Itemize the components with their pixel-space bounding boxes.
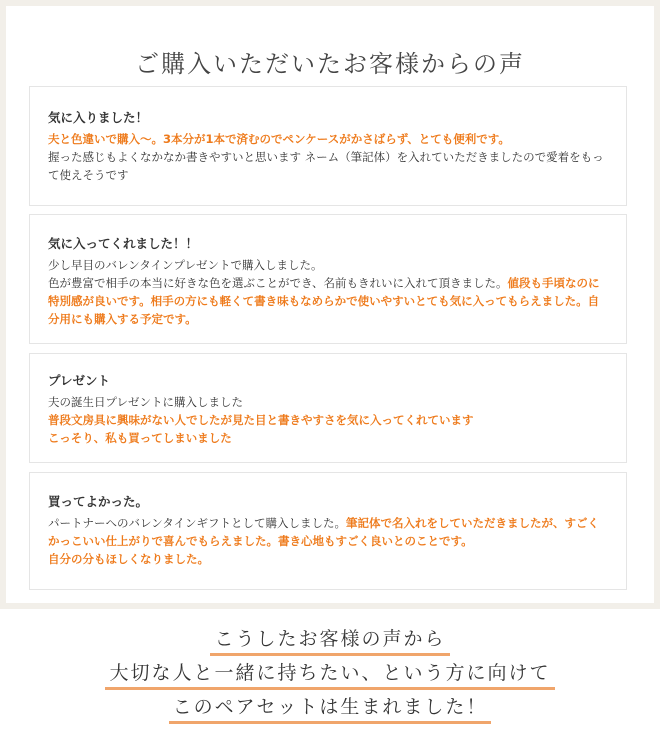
review-heading: 買ってよかった。 [48,494,149,509]
closing-line-3: このペアセットは生まれました！ [169,695,492,724]
review-card [29,214,627,344]
review-highlight: 夫と色違いで購入～。3本分が1本で済むのでペンケースがかさばらず、とても便利です。 [48,132,510,146]
section-title: ご購入いただいたお客様からの声 [135,51,525,78]
review-text: 握った感じもよくなかなか書きやすいと思います ネーム（筆記体）を入れていただきましたので愛着をもって使えそうです [48,150,604,182]
review-highlight: 自分の分もほしくなりました。 [48,552,209,566]
review-text: 少し早目のバレンタインプレゼントで購入しました。 [48,258,323,272]
review-heading: 気に入りました！ [48,110,149,125]
review-body [48,393,608,447]
review-highlight: 筆記体で名入れをしていただきましたが、すごくかっこいい仕上がりで喜んでもらえました。書き心地もすごく良いとのことです。 [48,516,600,548]
review-card [29,353,627,463]
review-highlight: こっそり、私も買ってしまいました [48,431,232,445]
review-card [29,472,627,590]
review-highlight: 値段も手頃なのに特別感が良いです。相手の方にも軽くて書き味もなめらかで使いやすいとても気に入ってもらえました。自分用にも購入する予定です。 [48,276,600,326]
closing-line-1: こうしたお客様の声から [210,627,449,656]
review-body [48,256,608,328]
review-text: 夫の誕生日プレゼントに購入しました [48,395,244,409]
review-body [48,514,608,568]
reviews-panel [6,6,654,603]
closing-line-2: 大切な人と一緒に持ちたい、という方に向けて [105,661,554,690]
review-highlight: 普段文房具に興味がない人でしたが見た目と書きやすさを気に入ってくれています [48,413,474,427]
review-card [29,86,627,206]
review-body [48,130,608,184]
review-heading: 気に入ってくれました！！ [48,236,199,251]
review-heading: プレゼント [48,373,111,388]
review-text: パートナーへのバレンタインギフトとして購入しました。 [48,516,347,530]
closing-message [0,625,660,727]
review-text: 色が豊富で相手の本当に好きな色を選ぶことができ、名前もきれいに入れて頂きました。 [48,276,508,290]
